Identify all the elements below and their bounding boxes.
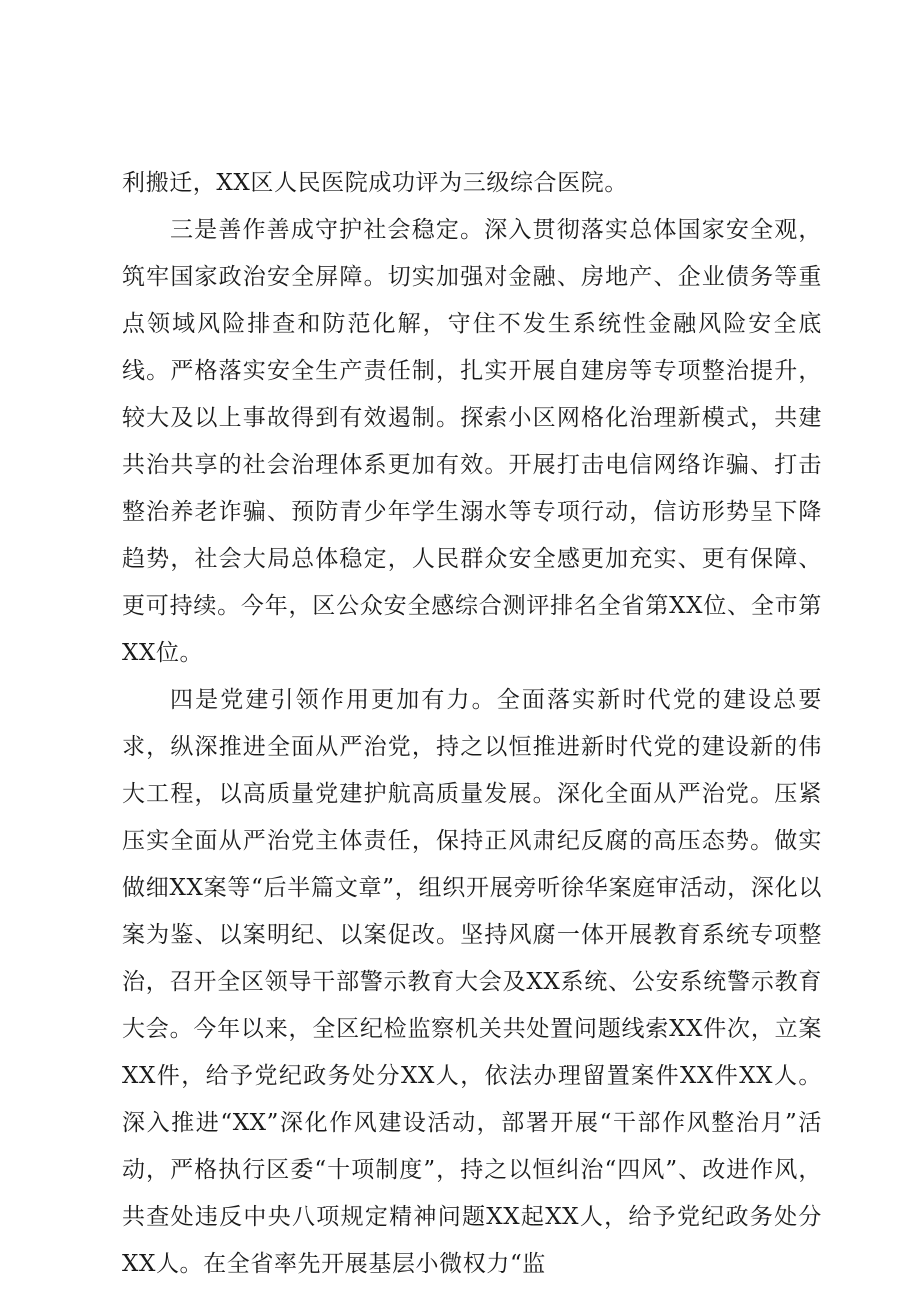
paragraph-party-building: 四是党建引领作用更加有力。全面落实新时代党的建设总要求，纵深推进全面从严治党，持之以恒推进新时代党的建设新的伟大工程，以高质量党建护航高质量发展。深化全面从严治党。压紧压实全面从严治党主体责任，保持正风肃纪反腐的高压态势。做实做细XX案等“后半篇文章”，组织开展旁听徐华案庭审活动，深化以案为鉴、以案明纪、以案促改。坚持风腐一体开展教育系统专项整治，召开全区领导干部警示教育大会及XX系统、公安系统警示教育大会。今年以来，全区纪检监察机关共处置问题线索XX件次，立案XX件，给予党纪政务处分XX人，依法办理留置案件XX件XX人。深入推进“XX”深化作风建设活动，部署开展“干部作风整治月”活动，严格执行区委“十项制度”，持之以恒纠治“四风”、改进作风，共查处违反中央八项规定精神问题XX起XX人，给予党纪政务处分XX人。在全省率先开展基层小微权力“监 [122,687,822,1277]
paragraph-continuation: 利搬迁，XX区人民医院成功评为三级综合医院。 [122,170,628,196]
document-body [122,160,822,1288]
paragraph-social-stability: 三是善作善成守护社会稳定。深入贯彻落实总体国家安全观，筑牢国家政治安全屏障。切实加强对金融、房地产、企业债务等重点领域风险排查和防范化解，守住不发生系统性金融风险安全底线。严格落实安全生产责任制，扎实开展自建房等专项整治提升，较大及以上事故得到有效遏制。探索小区网格化治理新模式，共建共治共享的社会治理体系更加有效。开展打击电信网络诈骗、打击整治养老诈骗、预防青少年学生溺水等专项行动，信访形势呈下降趋势，社会大局总体稳定，人民群众安全感更加充实、更有保障、更可持续。今年，区公众安全感综合测评排名全省第XX位、全市第XX位。 [122,217,822,666]
